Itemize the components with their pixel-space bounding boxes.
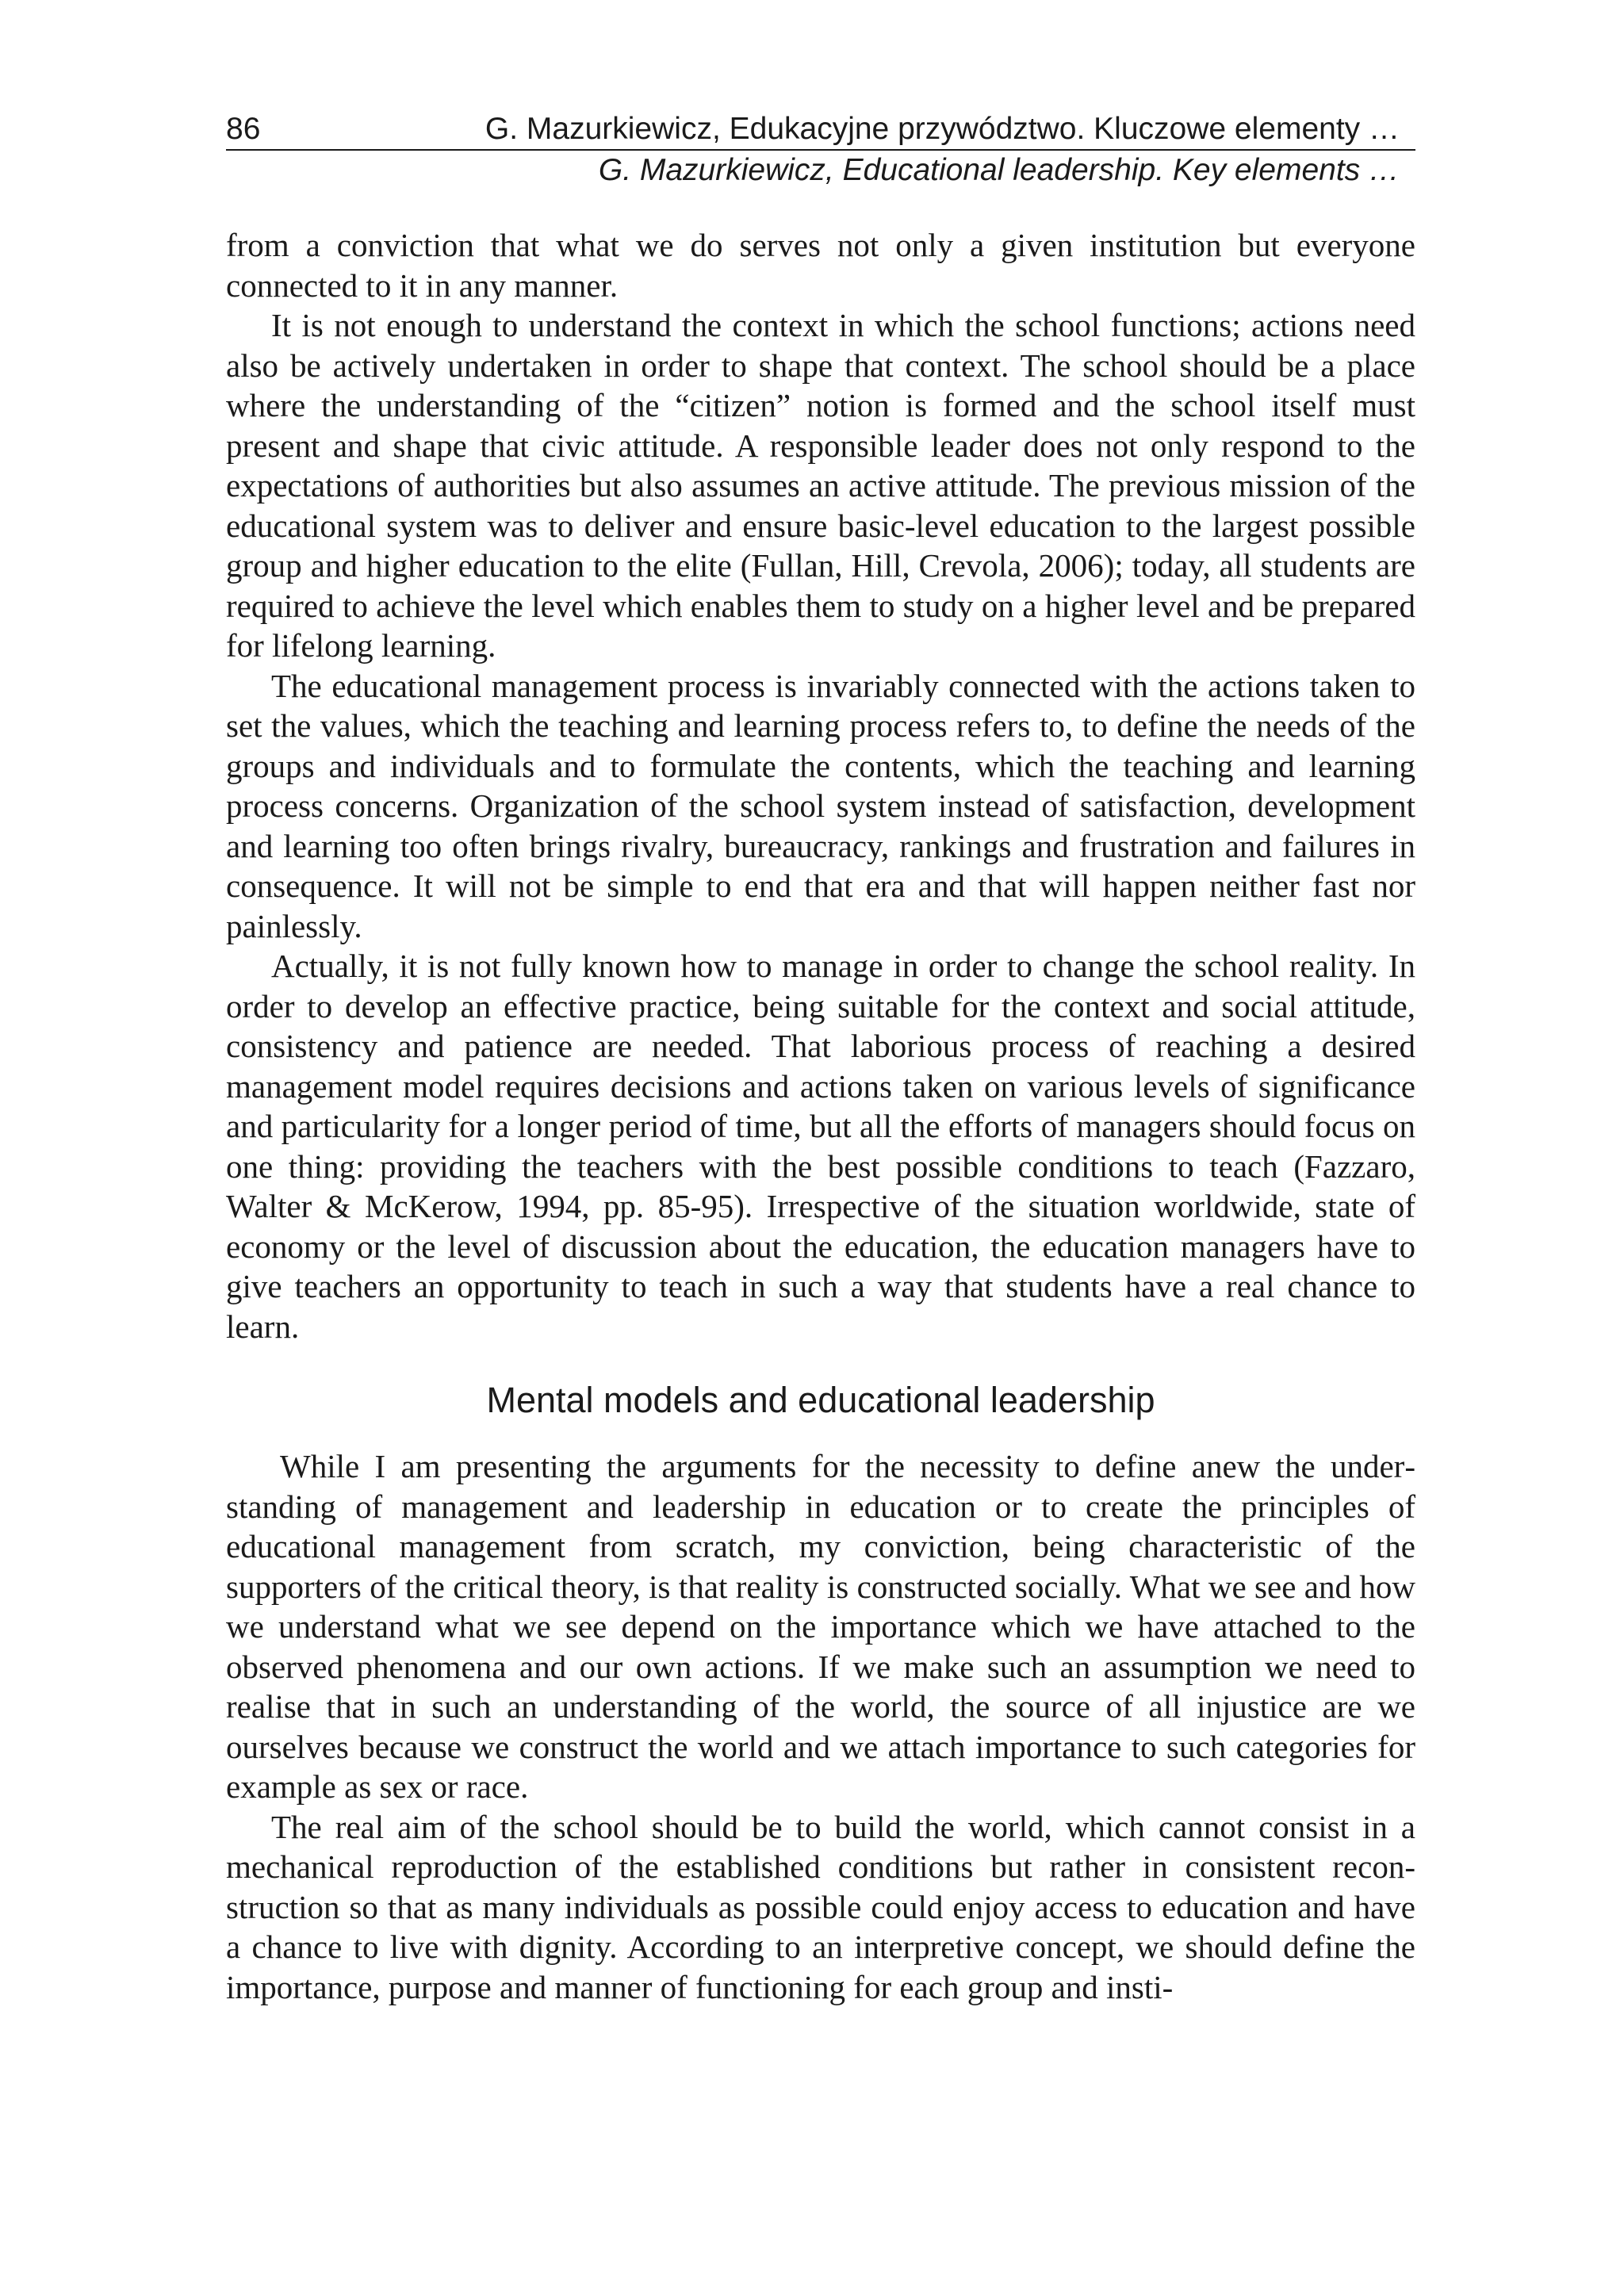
running-title-english: G. Mazurkiewicz, Educational leadership. Key elements … — [598, 153, 1400, 187]
article-body — [226, 225, 1415, 2007]
paragraph-critical-theory: While I am presenting the arguments for the necessity to define anew the understanding of management and leadership in education or to create the principles of educational management from scratch, my conviction, being characteristic of the supporters of the critical theory, is that reality is constructed socially. What we see and how we understand what we see depend on the importance which we have attached to the observed phenomena and our own actions. If we make such an assumption we need to realise that in such an understanding of the world, the source of all injustice are we ourselves because we construct the world and we attach importance to such categories for example as sex or race. — [226, 1448, 1415, 1805]
running-header — [226, 109, 1415, 190]
paragraph-school-aim: The real aim of the school should be to build the world, which cannot consist in a mechanical reproduction of the established conditions but rather in consistent reconstruction so that as many individuals as possible could enjoy access to education and have a chance to live with dignity. According to an interpretive concept, we should define the importance, purpose and manner of functioning for each group and insti- — [226, 1808, 1415, 2005]
header-top-line — [226, 109, 1415, 151]
running-title-polish: G. Mazurkiewicz, Edukacyjne przywództwo. Kluczowe elementy … — [485, 112, 1400, 146]
paragraph-context: It is not enough to understand the context in which the school functions; actions need also be actively undertaken in order to shape that context. The school should be a place where the understanding of the “citizen” notion is formed and the school itself must present and shape that civic attitude. A responsible leader does not only respond to the expectations of authorities but also assumes an active attitude. The previous mission of the educational system was to deliver and ensure basic-level education to the largest possible group and higher education to the elite (Fullan, Hill, Crevola, 2006); today, all students are required to achieve the level which enables them to study on a higher level and be prepared for lifelong learning. — [226, 307, 1415, 664]
paragraph-continuation: from a conviction that what we do serves not only a given institution but everyone connected to it in any manner. — [226, 227, 1415, 304]
paragraph-management-process: The educational management process is invariably connected with the actions taken to set the values, which the teaching and learning process refers to, to define the needs of the groups and individuals and to formulate the contents, which the teaching and learning process concerns. Organization of the school system instead of satisfaction, development and learning too often brings rivalry, bureaucracy, rankings and frustration and failures in consequence. It will not be simple to end that era and that will happen neither fast nor painlessly. — [226, 667, 1415, 944]
section-heading: Mental models and educational leadership — [486, 1380, 1155, 1420]
page-number: 86 — [226, 112, 261, 146]
paragraph-change-reality: Actually, it is not fully known how to manage in order to change the school reality. In order to develop an effective practice, being suitable for the context and social attitude, consistency and patience are needed. That laborious process of reaching a desired management model requires decisions and actions taken on various levels of significance and particularity for a longer period of time, but all the efforts of managers should focus on one thing: providing the teachers with the best possible conditions to teach (Fazzaro, Walter & McKerow, 1994, pp. 85-95). Irrespective of the situation worldwide, state of economy or the level of discussion about the education, the education managers have to give teachers an opportunity to teach in such a way that students have a real chance to learn. — [226, 948, 1415, 1345]
